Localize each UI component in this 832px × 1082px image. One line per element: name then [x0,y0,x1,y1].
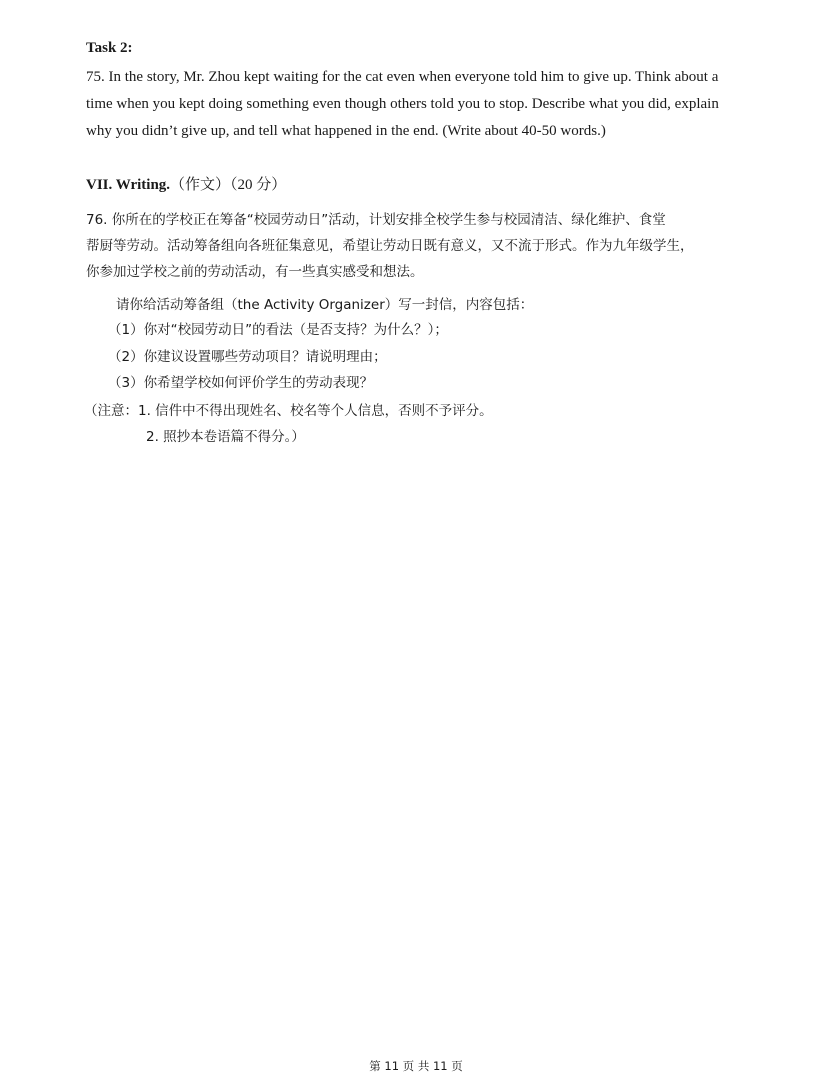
question-75-line: why you didn’t give up, and tell what happened in the end. (Write about 40-50 words.) [86,123,606,139]
section-heading [86,173,286,194]
writing-point: （1）你对“校园劳动日”的看法（是否支持？为什么？）； [108,322,448,338]
writing-note: （注意：1. 信件中不得出现姓名、校名等个人信息，否则不予评分。 [84,403,493,419]
question-75 [86,64,758,145]
writing-instruction: 请你给活动筹备组（the Activity Organizer）写一封信，内容包括： [116,297,534,313]
section-heading-cn: （作文）（20 分） [170,177,287,193]
section-heading-en: VII. Writing. [86,177,171,193]
question-76 [86,207,766,285]
question-75-line: 75. In the story, Mr. Zhou kept waiting for the cat even when everyone told him to give up. Think about a [86,69,719,85]
question-76-line: 帮厨等劳动。活动筹备组向各班征集意见，希望让劳动日既有意义，又不流于形式。作为九年级学生， [86,238,694,254]
writing-point: （2）你建议设置哪些劳动项目？请说明理由； [108,349,387,365]
writing-note: 2. 照抄本卷语篇不得分。） [146,429,305,445]
question-76-line: 你参加过学校之前的劳动活动，有一些真实感受和想法。 [86,264,424,280]
question-75-line: time when you kept doing something even though others told you to stop. Describe what you did, explain [86,96,719,112]
task-heading: Task 2: [86,40,133,56]
question-76-line: 76. 你所在的学校正在筹备“校园劳动日”活动，计划安排全校学生参与校园清洁、绿化维护、食堂 [86,212,666,228]
page-footer: 第 11 页 共 11 页 [369,1059,463,1073]
writing-point: （3）你希望学校如何评价学生的劳动表现？ [108,375,374,391]
